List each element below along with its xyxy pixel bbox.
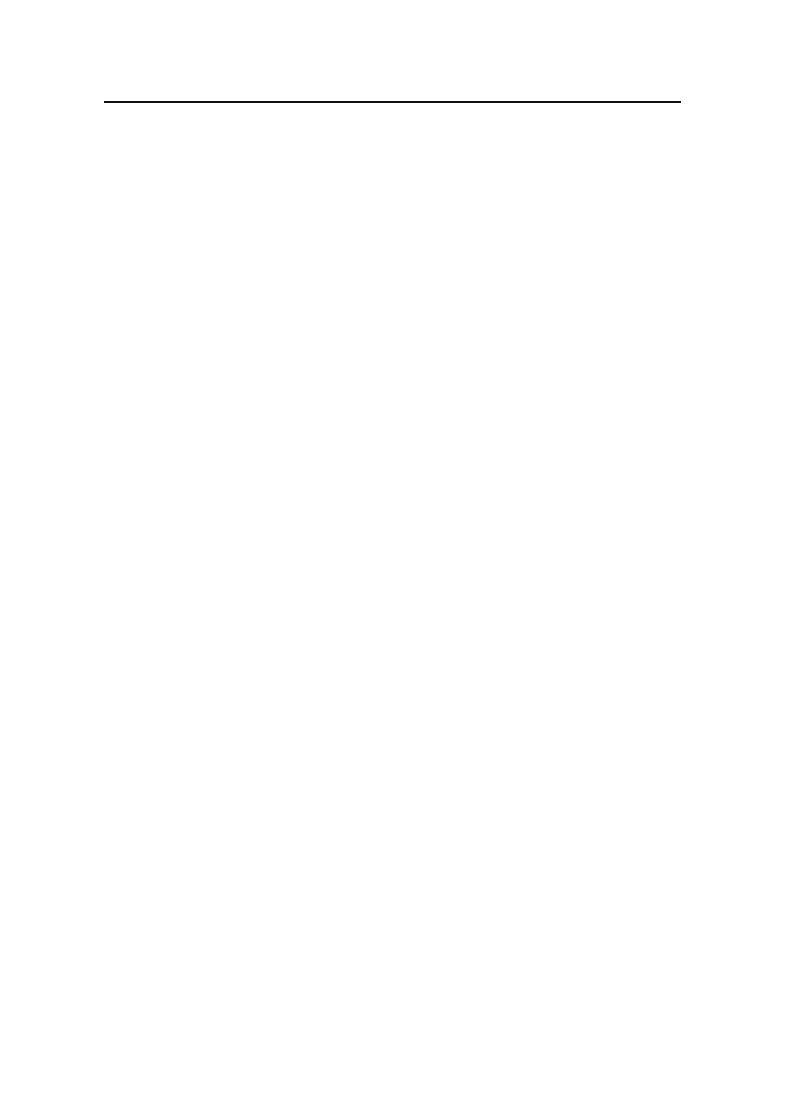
header-rule [104, 101, 681, 103]
page-header [104, 78, 681, 100]
